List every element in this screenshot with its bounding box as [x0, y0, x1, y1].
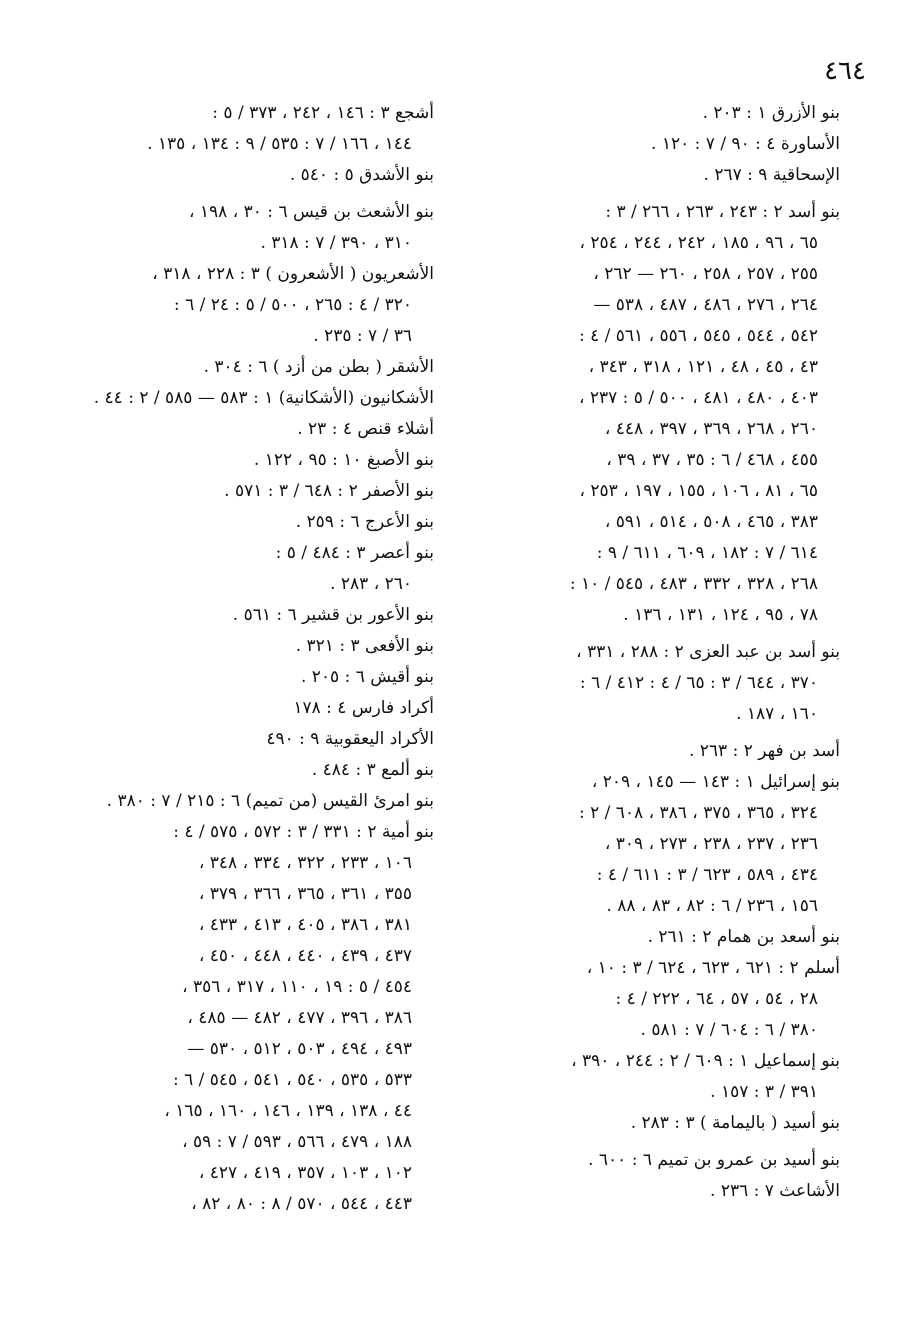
index-entry-continuation: ٣٨٠ / ٦ : ٦٠٤ / ٧ : ٥٨١ . [640, 1020, 818, 1040]
index-entry: الأشكانيون (الأشكانية) ١ : ٥٨٣ — ٥٨٥ / ٢ : ٤٤ . [93, 388, 434, 408]
index-entry: بنو أقيش ٦ : ٢٠٥ . [300, 667, 434, 687]
index-entry: بنو امرئ القيس (من تميم) ٦ : ٢١٥ / ٧ : ٣٨٠ . [106, 791, 434, 811]
index-entry: بنو الأفعى ٣ : ٣٢١ . [295, 636, 434, 656]
index-entry-continuation: ١٠٢ ، ١٠٣ ، ٣٥٧ ، ٤١٩ ، ٤٢٧ ، [198, 1163, 412, 1183]
index-entry-continuation: ٤٥٤ / ٥ : ١٩ ، ١١٠ ، ٣١٧ ، ٣٥٦ ، [182, 977, 412, 997]
index-entry: بنو الأصبغ ١٠ : ٩٥ ، ١٢٢ . [253, 450, 434, 470]
index-entry: أسلم ٢ : ٦٢١ ، ٦٢٣ ، ٦٢٤ / ٣ : ١٠ ، [586, 958, 840, 978]
index-entry-continuation: ٣١٠ ، ٣٩٠ / ٧ : ٣١٨ . [260, 233, 412, 253]
index-entry-continuation: ٣٨٦ ، ٣٩٦ ، ٤٧٧ ، ٤٨٢ — ٤٨٥ ، [187, 1008, 412, 1028]
index-entry: الأشقر ( بطن من أزد ) ٦ : ٣٠٤ . [203, 357, 434, 377]
index-entry: بنو الأزرق ١ : ٢٠٣ . [702, 103, 840, 123]
index-entry: بنو أعصر ٣ : ٤٨٤ / ٥ : [275, 543, 434, 563]
index-entry-continuation: ٤٠٣ ، ٤٨٠ ، ٤٨١ ، ٥٠٠ / ٥ : ٢٣٧ ، [578, 388, 818, 408]
index-entry: بنو الأشدق ٥ : ٥٤٠ . [289, 165, 434, 185]
index-entry-continuation: ٣٧٠ ، ٦٤٤ / ٣ : ٦٥ / ٤ : ٤١٢ / ٦ : [579, 673, 818, 693]
page-number: ٤٦٤ [824, 56, 866, 86]
index-entry: بنو أسيد بن عمرو بن تميم ٦ : ٦٠٠ . [588, 1150, 840, 1170]
index-entry-continuation: ٤٣ ، ٤٥ ، ٤٨ ، ١٢١ ، ٣١٨ ، ٣٤٣ ، [588, 357, 818, 377]
index-entry: بنو أسد بن عبد العزى ٢ : ٢٨٨ ، ٣٣١ ، [576, 642, 840, 662]
index-entry: بنو إسماعيل ١ : ٦٠٩ / ٢ : ٢٤٤ ، ٣٩٠ ، [571, 1051, 840, 1071]
index-entry-continuation: ٤٤ ، ١٣٨ ، ١٣٩ ، ١٤٦ ، ١٦٠ ، ١٦٥ ، [164, 1101, 412, 1121]
index-entry: الأكراد اليعقوبية ٩ : ٤٩٠ [266, 729, 434, 749]
index-entry-continuation: ٣٨٣ ، ٤٦٥ ، ٥٠٨ ، ٥١٤ ، ٥٩١ ، [604, 512, 818, 532]
index-entry-continuation: ٥٣٣ ، ٥٣٥ ، ٥٤٠ ، ٥٤١ ، ٥٤٥ / ٦ : [172, 1070, 412, 1090]
index-entry: بنو الأعرج ٦ : ٢٥٩ . [295, 512, 434, 532]
index-entry-continuation: ٢٦٤ ، ٢٧٦ ، ٤٨٦ ، ٤٨٧ ، ٥٣٨ — [593, 295, 818, 315]
index-entry: بنو أمية ٢ : ٣٣١ / ٣ : ٥٧٢ ، ٥٧٥ / ٤ : [173, 822, 434, 842]
index-entry-continuation: ٢٣٦ ، ٢٣٧ ، ٢٣٨ ، ٢٧٣ ، ٣٠٩ ، [604, 834, 818, 854]
index-entry-continuation: ٣٦ / ٧ : ٢٣٥ . [313, 326, 412, 346]
index-entry-continuation: ٤٣٤ ، ٥٨٩ ، ٦٢٣ / ٣ : ٦١١ / ٤ : [596, 865, 818, 885]
index-entry-continuation: ٤٤٣ ، ٥٤٤ ، ٥٧٠ / ٨ : ٨٠ ، ٨٢ ، [191, 1194, 412, 1214]
index-entry: بنو أسد ٢ : ٢٤٣ ، ٢٦٣ ، ٢٦٦ / ٣ : [605, 202, 840, 222]
index-entry: أسد بن فهر ٢ : ٢٦٣ . [688, 741, 840, 761]
index-entry-continuation: ٦١٤ / ٧ : ١٨٢ ، ٦٠٩ ، ٦١١ / ٩ : [596, 543, 818, 563]
index-entry: بنو الأعور بن قشير ٦ : ٥٦١ . [232, 605, 434, 625]
index-entry: الإسحاقية ٩ : ٢٦٧ . [703, 165, 840, 185]
index-entry: أشلاء قنص ٤ : ٢٣ . [297, 419, 434, 439]
index-entry-continuation: ٣٩١ / ٣ : ١٥٧ . [710, 1082, 818, 1102]
index-entry: أشجع ٣ : ١٤٦ ، ٢٤٢ ، ٣٧٣ / ٥ : [212, 103, 434, 123]
index-entry-continuation: ٢٦٨ ، ٣٢٨ ، ٣٣٢ ، ٤٨٣ ، ٥٤٥ / ١٠ : [569, 574, 818, 594]
index-entry-continuation: ١٠٦ ، ٢٣٣ ، ٣٢٢ ، ٣٣٤ ، ٣٤٨ ، [198, 853, 412, 873]
index-entry: بنو أسعد بن همام ٢ : ٢٦١ . [647, 927, 840, 947]
index-entry-continuation: ٤٥٥ ، ٤٦٨ / ٦ : ٣٥ ، ٣٧ ، ٣٩ ، [606, 450, 818, 470]
index-column-left [62, 98, 434, 1220]
index-entry-continuation: ٥٤٢ ، ٥٤٤ ، ٥٤٥ ، ٥٥٦ ، ٥٦١ / ٤ : [578, 326, 818, 346]
index-entry-continuation: ٦٥ ، ٩٦ ، ١٨٥ ، ٢٤٢ ، ٢٤٤ ، ٢٥٤ ، [579, 233, 818, 253]
index-column-right [470, 98, 840, 1207]
index-entry-continuation: ٤٣٧ ، ٤٣٩ ، ٤٤٠ ، ٤٤٨ ، ٤٥٠ ، [198, 946, 412, 966]
index-entry: أكراد فارس ٤ : ١٧٨ [293, 698, 434, 718]
index-entry-continuation: ١٥٦ ، ٢٣٦ / ٦ : ٨٢ ، ٨٣ ، ٨٨ . [606, 896, 818, 916]
index-entry-continuation: ٦٥ ، ٨١ ، ١٠٦ ، ١٥٥ ، ١٩٧ ، ٢٥٣ ، [579, 481, 818, 501]
index-entry: بنو الأصفر ٢ : ٦٤٨ / ٣ : ٥٧١ . [224, 481, 434, 501]
index-entry-continuation: ٣٨١ ، ٣٨٦ ، ٤٠٥ ، ٤١٣ ، ٤٣٣ ، [198, 915, 412, 935]
index-entry-continuation: ٢٨ ، ٥٤ ، ٥٧ ، ٦٤ ، ٢٢٢ / ٤ : [615, 989, 818, 1009]
index-entry-continuation: ٣٢٤ ، ٣٦٥ ، ٣٧٥ ، ٣٨٦ ، ٦٠٨ / ٢ : [578, 803, 818, 823]
index-entry-continuation: ٢٦٠ ، ٢٦٨ ، ٣٦٩ ، ٣٩٧ ، ٤٤٨ ، [604, 419, 818, 439]
index-entry: بنو الأشعث بن قيس ٦ : ٣٠ ، ١٩٨ ، [189, 202, 434, 222]
index-entry-continuation: ٢٥٥ ، ٢٥٧ ، ٢٥٨ ، ٢٦٠ — ٢٦٢ ، [593, 264, 818, 284]
index-entry: بنو أسيد ( باليمامة ) ٣ : ٢٨٣ . [630, 1113, 840, 1133]
index-entry: الأشاعث ٧ : ٢٣٦ . [710, 1181, 840, 1201]
index-entry: الأشعريون ( الأشعرون ) ٣ : ٢٢٨ ، ٣١٨ ، [152, 264, 434, 284]
index-entry-continuation: ١٨٨ ، ٤٧٩ ، ٥٦٦ ، ٥٩٣ / ٧ : ٥٩ ، [182, 1132, 412, 1152]
index-entry: بنو ألمع ٣ : ٤٨٤ . [311, 760, 434, 780]
index-entry: بنو إسرائيل ١ : ١٤٣ — ١٤٥ ، ٢٠٩ ، [591, 772, 840, 792]
index-entry-continuation: ٣٢٠ / ٤ : ٢٦٥ ، ٥٠٠ / ٥ : ٢٤ / ٦ : [173, 295, 412, 315]
index-entry-continuation: ٧٨ ، ٩٥ ، ١٢٤ ، ١٣١ ، ١٣٦ . [623, 605, 818, 625]
index-entry-continuation: ١٦٠ ، ١٨٧ . [736, 704, 818, 724]
index-entry: الأساورة ٤ : ٩٠ / ٧ : ١٢٠ . [651, 134, 840, 154]
index-entry-continuation: ١٤٤ ، ١٦٦ / ٧ : ٥٣٥ / ٩ : ١٣٤ ، ١٣٥ . [147, 134, 412, 154]
index-entry-continuation: ٣٥٥ ، ٣٦١ ، ٣٦٥ ، ٣٦٦ ، ٣٧٩ ، [198, 884, 412, 904]
index-entry-continuation: ٤٩٣ ، ٤٩٤ ، ٥٠٣ ، ٥١٢ ، ٥٣٠ — [187, 1039, 412, 1059]
index-entry-continuation: ٢٦٠ ، ٢٨٣ . [330, 574, 412, 594]
